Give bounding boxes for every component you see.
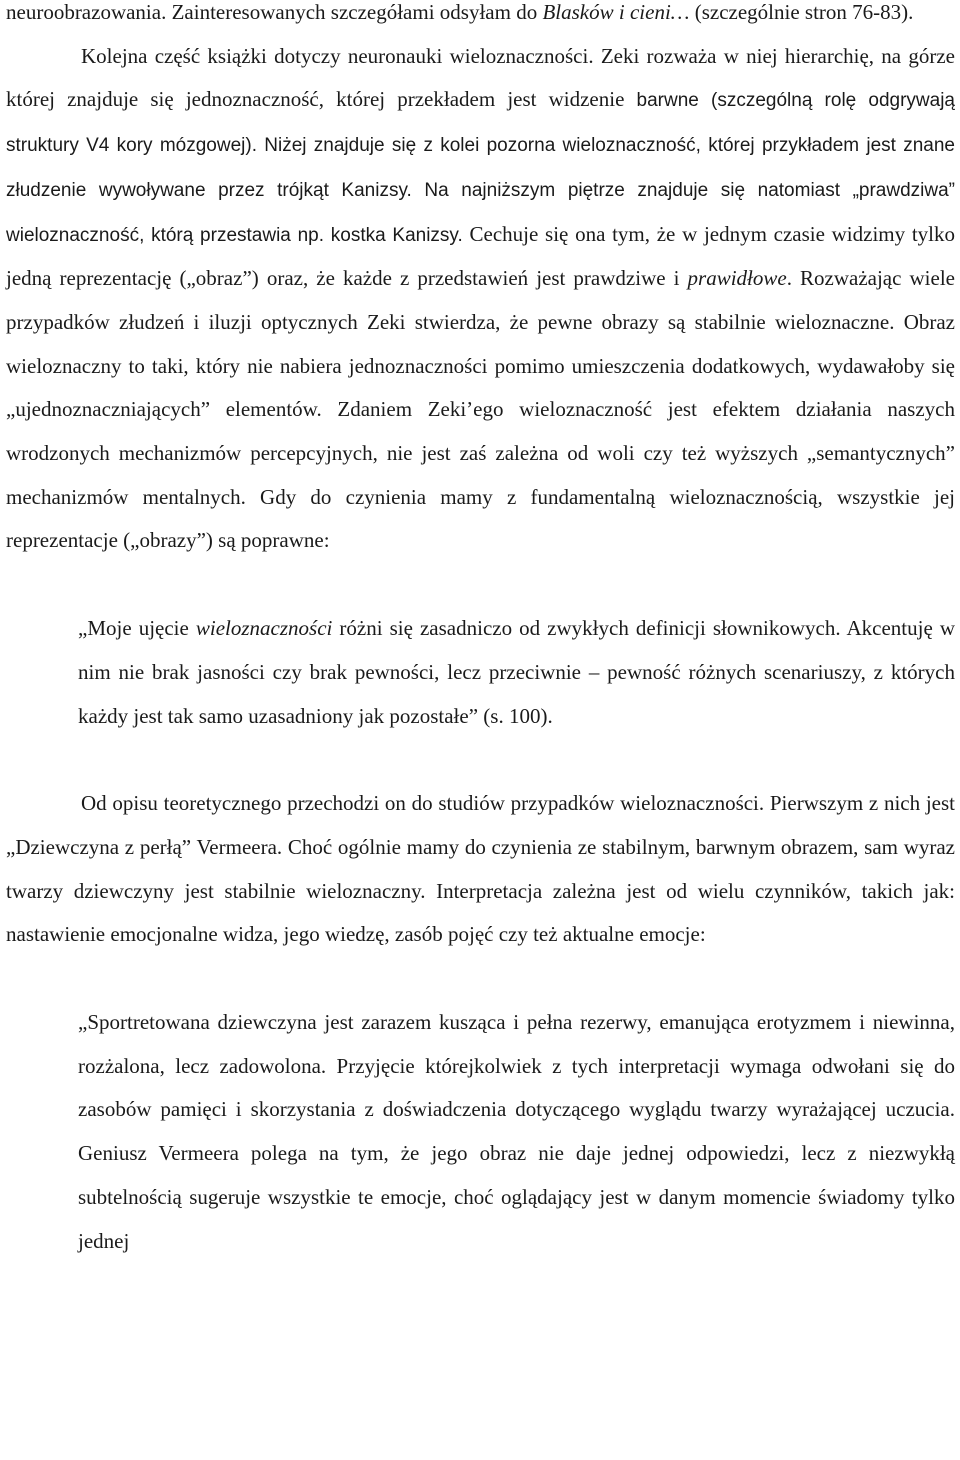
paragraph-1-text-a: neuroobrazowania. Zainteresowanych szczegółami odsyłam do <box>6 0 543 24</box>
document-page <box>6 0 955 1263</box>
block-quote-1 <box>78 607 955 738</box>
quote-1-text-b: różni się zasadniczo od zwykłych definicji słownikowych. Akcentuję w nim nie brak jasności czy brak pewności, lecz przeciwnie – pewność różnych scenariuszy, z których każdy jest tak samo uzasadniony jak pozostałe” (s. 100). <box>78 616 956 728</box>
spacer <box>6 563 955 607</box>
paragraph-2-italic: prawidłowe <box>687 266 787 291</box>
spacer <box>6 738 955 782</box>
paragraph-1-text-b: (szczególnie stron 76-83). <box>689 0 914 24</box>
paragraph-2-text-b: barwne (szczególną rolę odgrywają struktury V4 kory mózgowej). Niżej znajduje się z kolei pozorna wieloznaczność, której przykładem jest znane złudzenie wywoływane przez trójkąt Kanizsy. Na najniższym piętrze znajduje się natomiast „prawdziwa” wieloznaczność, którą przestawia np. kostka Kanizsy. <box>6 90 956 246</box>
paragraph-3 <box>6 782 955 957</box>
paragraph-1 <box>6 0 955 35</box>
quote-1-text-a: „Moje ujęcie <box>78 616 196 641</box>
book-title-italic: Blasków i cieni… <box>542 0 690 24</box>
quote-1-italic: wieloznaczności <box>195 616 333 641</box>
paragraph-2-text-a: Kolejna część książki dotyczy neuronauki wieloznaczności. Zeki rozważa w niej hierarchię, na górze której znajduje się jednoznaczność, której przekładem jest widzenie <box>6 43 955 112</box>
spacer <box>6 957 955 1001</box>
paragraph-3-text: Od opisu teoretycznego przechodzi on do studiów przypadków wieloznaczności. Pierwszym z nich jest „Dziewczyna z perłą” Vermeera. Choć ogólnie mamy do czynienia ze stabilnym, barwnym obrazem, sam wyraz twarzy dziewczyny jest stabilnie wieloznaczny. Interpretacja zależna jest od wielu czynników, takich jak: nastawienie emocjonalne widza, jego wiedzę, zasób pojęć czy też aktualne emocje: <box>6 791 955 947</box>
quote-2-text: „Sportretowana dziewczyna jest zarazem kusząca i pełna rezerwy, emanująca erotyzmem i niewinna, rozżalona, lecz zadowolona. Przyjęcie którejkolwiek z tych interpretacji wymaga odwołani się do zasobów pamięci i skorzystania z doświadczenia dotyczącego wyglądu twarzy wyrażającej uczucia. Geniusz Vermeera polega na tym, że jego obraz nie daje jednej odpowiedzi, lecz z niezwykłą subtelnością sugeruje wszystkie te emocje, choć oglądający jest w danym momencie świadomy tylko jednej <box>78 1010 955 1253</box>
paragraph-2-text-c: Cechuje się ona tym, że w jednym czasie widzimy tylko jedną reprezentację („obraz”) oraz, że każde z przedstawień jest prawdziwe i <box>6 221 956 291</box>
block-quote-2 <box>78 1001 955 1263</box>
paragraph-2-text-d: . Rozważając wiele przypadków złudzeń i iluzji optycznych Zeki stwierdza, że pewne obrazy są stabilnie wieloznaczne. Obraz wieloznaczny to taki, który nie nabiera jednoznaczności pomimo umieszczenia dodatkowych, wydawałoby się „ujednoznaczniających” elementów. Zdaniem Zeki’ego wieloznaczność jest efektem działania naszych wrodzonych mechanizmów percepcyjnych, nie jest zaś zależna od woli czy też wyższych „semantycznych” mechanizmów mentalnych. Gdy do czynienia mamy z fundamentalną wieloznacznością, wszystkie jej reprezentacje („obrazy”) są poprawne: <box>6 266 955 553</box>
paragraph-2 <box>6 35 955 563</box>
